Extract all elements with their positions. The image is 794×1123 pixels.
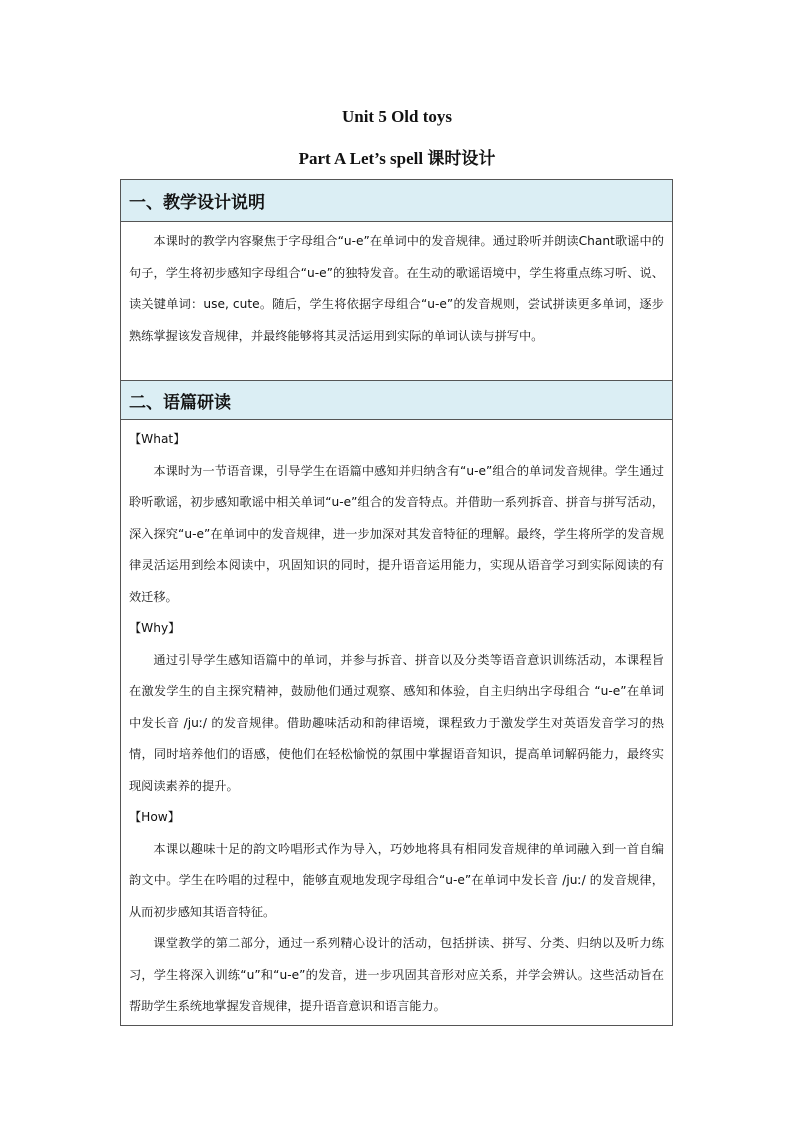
document-subtitle: Part A Let’s spell 课时设计 (298, 149, 496, 168)
how-paragraph-2: 课堂教学的第二部分，通过一系列精心设计的活动，包括拼读、拼写、分类、归纳以及听力练习，学生将深入训练“u”和“u-e”的发音，进一步巩固其音形对应关系，并学会辨认。这些活动旨在帮助学生系统地掌握发音规律，提升语音意识和语言能力。 (129, 936, 664, 1013)
section-body-teaching-design (121, 222, 672, 380)
section-heading-teaching-design: 一、教学设计说明 (121, 180, 672, 222)
what-paragraph: 本课时为一节语音课，引导学生在语篇中感知并归纳含有“u-e”组合的单词发音规律。学生通过聆听歌谣，初步感知歌谣中相关单词“u-e”组合的发音特点。并借助一系列拆音、拼音与拼写活动，深入探究“u-e”在单词中的发音规律，进一步加深对其发音特征的理解。最终，学生将所学的发音规律灵活运用到绘本阅读中，巩固知识的同时，提升语音运用能力，实现从语音学习到实际阅读的有效迁移。 (129, 463, 664, 604)
teaching-design-paragraph: 本课时的教学内容聚焦于字母组合“u-e”在单词中的发音规律。通过聆听并朗读Chant歌谣中的句子，学生将初步感知字母组合“u-e”的独特发音。在生动的歌谣语境中，学生将重点练习听、说、读关键单词：use, cute。随后，学生将依据字母组合“u-e”的发音规则，尝试拼读更多单词，逐步熟练掌握该发音规律，并最终能够将其灵活运用到实际的单词认读与拼写中。 (129, 234, 664, 343)
why-paragraph: 通过引导学生感知语篇中的单词，并参与拆音、拼音以及分类等语音意识训练活动，本课程旨在激发学生的自主探究精神，鼓励他们通过观察、感知和体验，自主归纳出字母组合 “u-e”在单词中发长音 /juː/ 的发音规律。借助趣味活动和韵律语境，课程致力于激发学生对英语发音学习的热情，同时培养他们的语感，使他们在轻松愉悦的氛围中掌握语音知识，提高单词解码能力，最终实现阅读素养的提升。 (129, 652, 664, 793)
section-heading-text-analysis: 二、语篇研读 (121, 380, 672, 420)
what-tag: 【What】 (129, 432, 186, 446)
how-tag: 【How】 (129, 810, 180, 824)
how-paragraph-1: 本课以趣味十足的韵文吟唱形式作为导入，巧妙地将具有相同发音规律的单词融入到一首自编韵文中。学生在吟唱的过程中，能够直观地发现字母组合“u-e”在单词中发长音 /juː/ 的发音规律，从而初步感知其语音特征。 (129, 841, 664, 919)
section-body-text-analysis (121, 420, 672, 1025)
why-tag: 【Why】 (129, 621, 181, 635)
lesson-design-table (120, 179, 673, 1026)
document-title: Unit 5 Old toys (341, 107, 453, 126)
